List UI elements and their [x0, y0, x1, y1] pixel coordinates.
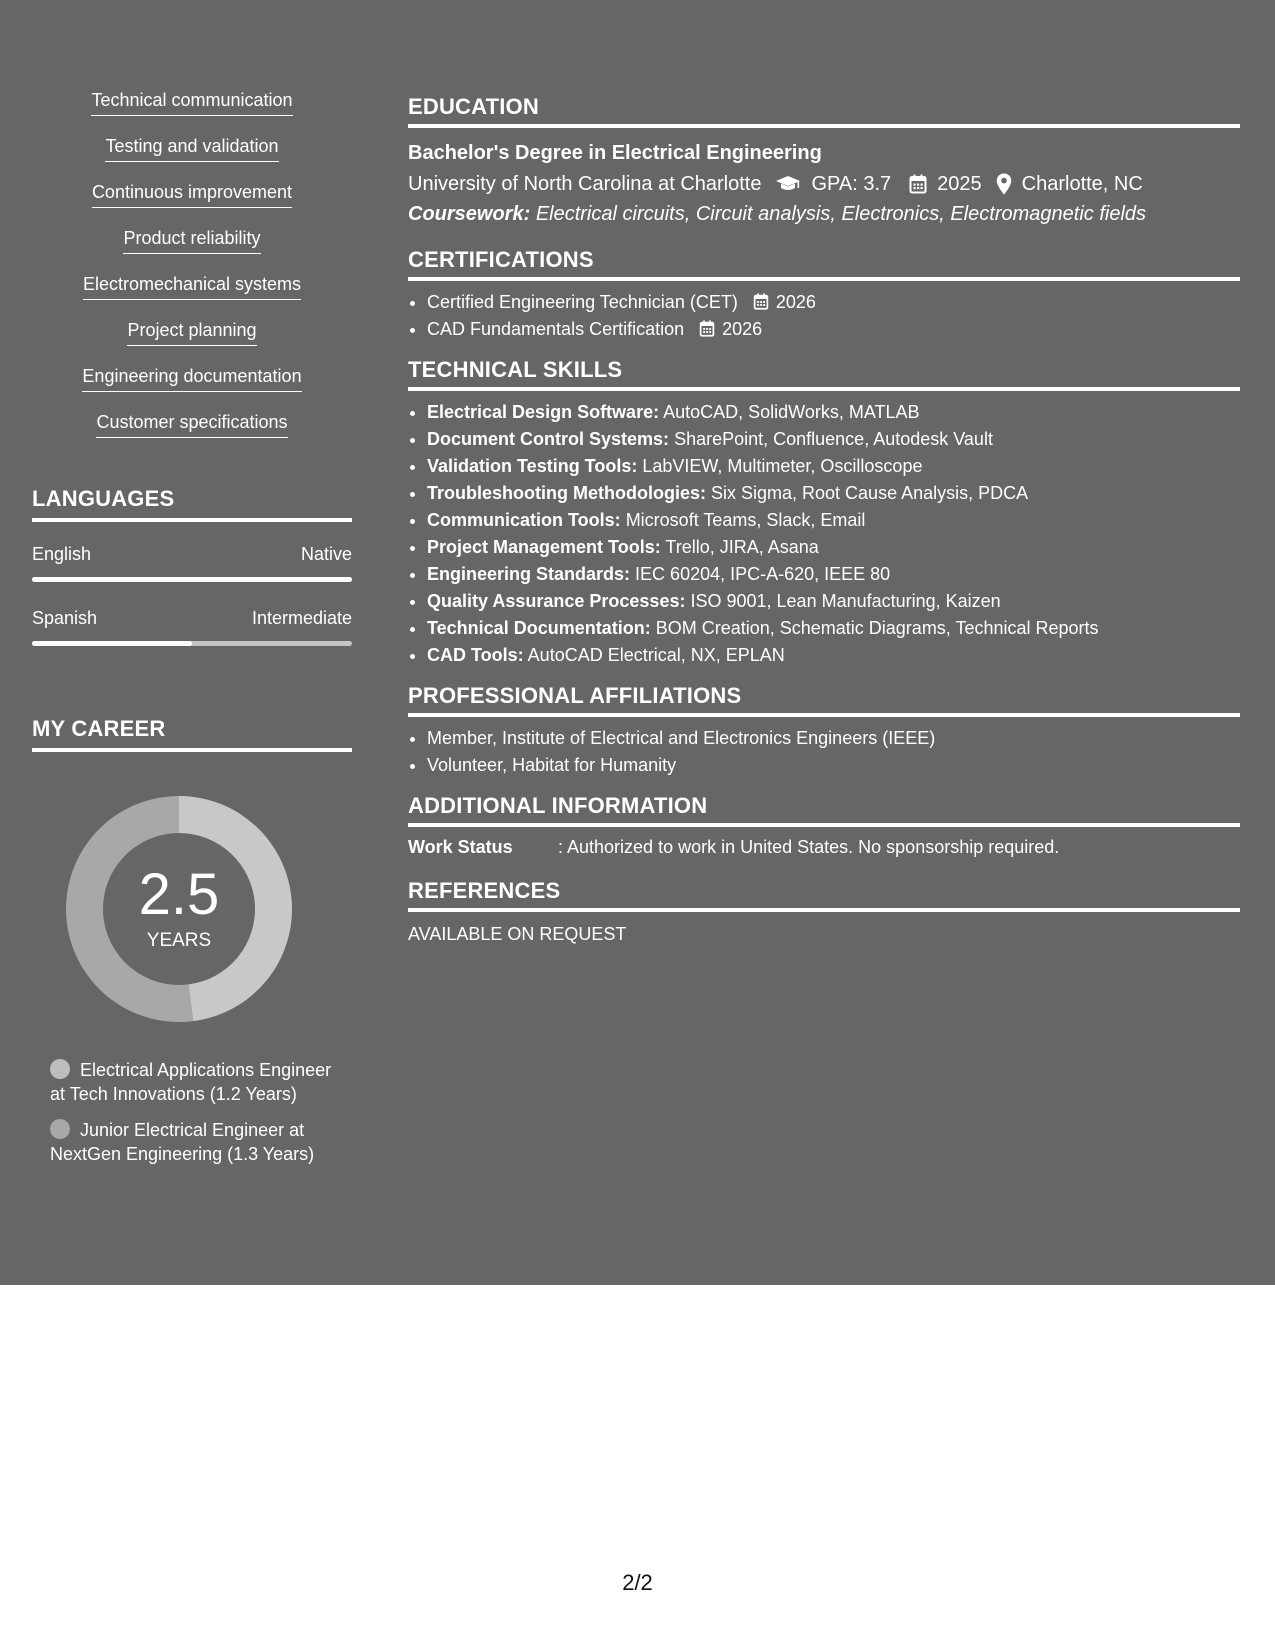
languages-heading: LANGUAGES — [32, 486, 352, 522]
career-donut-center — [66, 796, 292, 1022]
page-number: 2/2 — [622, 1570, 653, 1595]
skill-label: Technical Documentation: — [427, 618, 651, 638]
certification-item — [427, 289, 1240, 316]
career-item — [50, 1058, 340, 1106]
skill-value: BOM Creation, Schematic Diagrams, Technical Reports — [655, 618, 1099, 638]
location-pin-icon — [996, 173, 1012, 195]
skill-item — [427, 561, 1240, 588]
skill-label: Document Control Systems: — [427, 429, 670, 449]
calendar-icon — [753, 293, 769, 310]
graduation-cap-icon — [775, 175, 801, 193]
skill-tag: Customer specifications — [96, 410, 287, 438]
skill-value: LabVIEW, Multimeter, Oscilloscope — [642, 456, 923, 476]
skill-tag: Continuous improvement — [92, 180, 292, 208]
language-proficiency-fill — [32, 641, 192, 646]
career-legend-dot — [50, 1059, 70, 1079]
calendar-icon — [699, 320, 715, 337]
skill-item — [427, 534, 1240, 561]
work-status-row — [408, 837, 1240, 858]
work-status-value: : Authorized to work in United States. No sponsorship required. — [558, 837, 1060, 857]
additional-info-heading: ADDITIONAL INFORMATION — [408, 793, 1240, 827]
language-item — [32, 608, 352, 646]
career-total-value: 2.5 — [138, 862, 220, 927]
education-gpa: GPA: 3.7 — [811, 173, 892, 195]
education-heading: EDUCATION — [408, 94, 1240, 128]
career-item — [50, 1118, 340, 1166]
skill-label: Troubleshooting Methodologies: — [427, 483, 706, 503]
skill-value: AutoCAD, SolidWorks, MATLAB — [663, 402, 920, 422]
language-proficiency-bar — [32, 641, 352, 646]
skill-value: Trello, JIRA, Asana — [665, 537, 819, 557]
skill-item — [427, 615, 1240, 642]
skill-value: IEC 60204, IPC-A-620, IEEE 80 — [635, 564, 891, 584]
certification-year: 2026 — [775, 292, 816, 312]
skill-value: Six Sigma, Root Cause Analysis, PDCA — [711, 483, 1029, 503]
language-level: Native — [300, 544, 352, 564]
skill-item — [427, 453, 1240, 480]
career-heading: MY CAREER — [32, 716, 352, 752]
affiliation-item: • Member, Institute of Electrical and Electronics Engineers (IEEE) — [427, 725, 1240, 752]
skill-tag: Technical communication — [91, 88, 292, 116]
skill-tag: Engineering documentation — [82, 364, 301, 392]
education-location: Charlotte, NC — [1021, 173, 1143, 195]
calendar-icon — [909, 174, 927, 194]
education-year: 2025 — [937, 173, 982, 195]
education-meta — [408, 171, 1240, 197]
technical-skills-heading: TECHNICAL SKILLS — [408, 357, 1240, 391]
skill-label: Project Management Tools: — [427, 537, 661, 557]
skill-item — [427, 399, 1240, 426]
career-legend-dot — [50, 1119, 70, 1139]
language-name: Spanish — [32, 608, 98, 628]
skill-label: Validation Testing Tools: — [427, 456, 638, 476]
education-coursework — [408, 201, 1240, 227]
certification-year: 2026 — [722, 319, 763, 339]
main-column — [408, 94, 1240, 945]
skill-label: Quality Assurance Processes: — [427, 591, 686, 611]
affiliations-list — [408, 725, 1240, 779]
education-school: University of North Carolina at Charlotte — [408, 173, 762, 195]
coursework-text: Electrical circuits, Circuit analysis, Electronics, Electromagnetic fields — [535, 203, 1147, 225]
skill-tag: Project planning — [127, 318, 256, 346]
education-degree: Bachelor's Degree in Electrical Engineering — [408, 142, 822, 164]
certifications-list — [408, 289, 1240, 343]
skill-tag: Electromechanical systems — [83, 272, 301, 300]
skill-tags — [32, 88, 352, 456]
career-list — [50, 1058, 340, 1166]
career-item-text: Junior Electrical Engineer at NextGen Engineering (1.3 Years) — [50, 1120, 315, 1164]
sidebar — [32, 88, 352, 1178]
language-level: Intermediate — [251, 608, 352, 628]
career-donut-chart — [66, 796, 292, 1022]
skill-item — [427, 480, 1240, 507]
certification-name: Certified Engineering Technician (CET) — [427, 292, 738, 312]
language-proficiency-fill — [32, 577, 352, 582]
work-status-label: Work Status — [408, 837, 513, 857]
certification-item — [427, 316, 1240, 343]
certifications-heading: CERTIFICATIONS — [408, 247, 1240, 281]
skill-value: ISO 9001, Lean Manufacturing, Kaizen — [690, 591, 1001, 611]
skill-label: CAD Tools: — [427, 645, 524, 665]
certification-name: CAD Fundamentals Certification — [427, 319, 685, 339]
language-name: English — [32, 544, 92, 564]
skill-item — [427, 642, 1240, 669]
skill-tag: Testing and validation — [105, 134, 278, 162]
technical-skills-list — [408, 399, 1240, 669]
career-item-text: Electrical Applications Engineer at Tech Innovations (1.2 Years) — [50, 1060, 332, 1104]
references-text: AVAILABLE ON REQUEST — [408, 924, 627, 944]
skill-item — [427, 426, 1240, 453]
affiliation-item: • Volunteer, Habitat for Humanity — [427, 752, 1240, 779]
skill-value: Microsoft Teams, Slack, Email — [625, 510, 866, 530]
skill-value: SharePoint, Confluence, Autodesk Vault — [674, 429, 993, 449]
career-total-unit: YEARS — [146, 930, 212, 951]
skill-tag: Product reliability — [123, 226, 260, 254]
skill-value: AutoCAD Electrical, NX, EPLAN — [527, 645, 785, 665]
skill-label: Electrical Design Software: — [427, 402, 660, 422]
references-heading: REFERENCES — [408, 878, 1240, 912]
language-item — [32, 544, 352, 582]
coursework-label: Coursework: — [408, 203, 531, 225]
skill-label: Communication Tools: — [427, 510, 621, 530]
language-proficiency-bar — [32, 577, 352, 582]
skill-item — [427, 588, 1240, 615]
affiliations-heading: PROFESSIONAL AFFILIATIONS — [408, 683, 1240, 717]
skill-item — [427, 507, 1240, 534]
skill-label: Engineering Standards: — [427, 564, 631, 584]
